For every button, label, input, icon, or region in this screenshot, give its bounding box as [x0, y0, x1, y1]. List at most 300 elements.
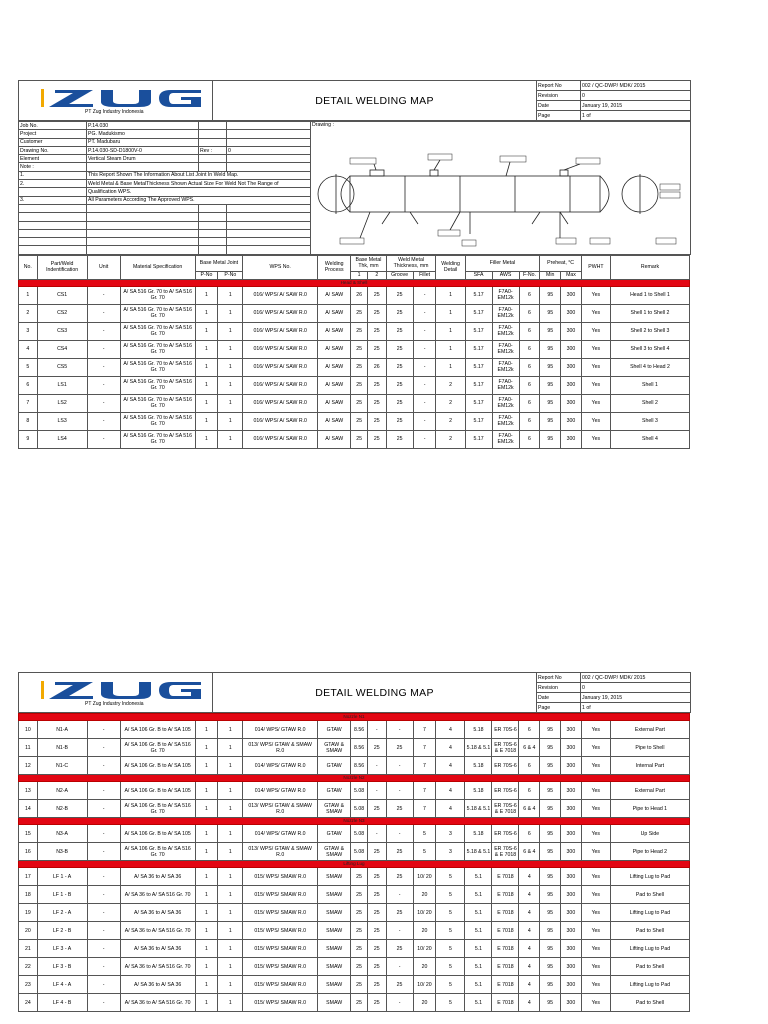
remark: Up Side [610, 825, 689, 843]
page-label: Page [537, 703, 581, 713]
f-no: 6 & 4 [519, 800, 540, 818]
col-thk-2: 2 [367, 271, 386, 279]
preheat-max: 300 [561, 886, 582, 904]
p-no-1: 1 [195, 940, 218, 958]
weld-id: N2-A [37, 782, 87, 800]
material-spec: A/ SA 516 Gr. 70 to A/ SA 516 Gr. 70 [120, 412, 195, 430]
col-min: Min [540, 271, 561, 279]
remark: Pad to Shell [610, 994, 689, 1012]
material-spec: A/ SA 36 to A/ SA 36 [120, 868, 195, 886]
row-no: 18 [19, 886, 38, 904]
material-spec: A/ SA 106 Gr. B to A/ SA 105 [120, 782, 195, 800]
base-thk-2: 25 [367, 843, 386, 861]
welding-process: A/ SAW [318, 358, 351, 376]
fillet-thk: 20 [413, 958, 436, 976]
weld-id: LF 4 - A [37, 976, 87, 994]
pwht: Yes [581, 994, 610, 1012]
wps-no: 015/ WPS/ SMAW R.0 [243, 922, 318, 940]
preheat-max: 300 [561, 394, 582, 412]
preheat-max: 300 [561, 412, 582, 430]
groove-thk: - [386, 825, 413, 843]
weld-id: LF 4 - B [37, 994, 87, 1012]
preheat-min: 95 [540, 721, 561, 739]
col-part: Part/Weld Indentification [37, 255, 87, 279]
p-no-2: 1 [218, 958, 243, 976]
base-thk-2: - [367, 782, 386, 800]
col-fno: F-No. [519, 271, 540, 279]
remark: Shell 3 to Shell 4 [610, 340, 689, 358]
table-row [19, 904, 690, 922]
remark: Pipe to Shell [610, 739, 689, 757]
unit: - [87, 886, 120, 904]
welding-detail: 1 [436, 286, 465, 304]
p-no-1: 1 [195, 340, 218, 358]
wps-no: 016/ WPS/ A/ SAW R.0 [243, 430, 318, 448]
sfa: 5.1 [465, 904, 492, 922]
sfa: 5.17 [465, 358, 492, 376]
welding-process: SMAW [318, 940, 351, 958]
wps-no: 016/ WPS/ A/ SAW R.0 [243, 340, 318, 358]
aws: ER 70S-6 [492, 782, 519, 800]
col-unit: Unit [87, 255, 120, 279]
weld-id: CS4 [37, 340, 87, 358]
col-sfa: SFA [465, 271, 492, 279]
p-no-1: 1 [195, 322, 218, 340]
wps-no: 013/ WPS/ GTAW & SMAW R.0 [243, 739, 318, 757]
groove-thk: 25 [386, 976, 413, 994]
wps-no: 015/ WPS/ SMAW R.0 [243, 994, 318, 1012]
welding-process: A/ SAW [318, 340, 351, 358]
pwht: Yes [581, 322, 610, 340]
p-no-2: 1 [218, 430, 243, 448]
p-no-1: 1 [195, 721, 218, 739]
table-row [19, 430, 690, 448]
base-thk-1: 25 [351, 958, 368, 976]
fillet-thk: - [413, 430, 436, 448]
groove-thk: 25 [386, 800, 413, 818]
row-no: 12 [19, 757, 38, 775]
p-no-1: 1 [195, 843, 218, 861]
welding-detail: 1 [436, 358, 465, 376]
date-label: Date [537, 101, 581, 111]
base-thk-1: 25 [351, 394, 368, 412]
groove-thk: 25 [386, 322, 413, 340]
head-right-outline [600, 176, 609, 212]
material-spec: A/ SA 36 to A/ SA 516 Gr. 70 [120, 922, 195, 940]
zug-logo [41, 679, 213, 701]
base-thk-2: 25 [367, 430, 386, 448]
fillet-thk: - [413, 286, 436, 304]
pwht: Yes [581, 868, 610, 886]
base-thk-2: - [367, 721, 386, 739]
sfa: 5.1 [465, 994, 492, 1012]
page-value: 1 of [581, 703, 691, 713]
wps-no: 013/ WPS/ GTAW & SMAW R.0 [243, 800, 318, 818]
fillet-thk: - [413, 304, 436, 322]
base-thk-2: 25 [367, 868, 386, 886]
welding-detail: 2 [436, 430, 465, 448]
remark: External Part [610, 782, 689, 800]
welding-process: A/ SAW [318, 412, 351, 430]
preheat-min: 95 [540, 976, 561, 994]
aws: F7A0-EM12k [492, 304, 519, 322]
preheat-max: 300 [561, 825, 582, 843]
material-spec: A/ SA 516 Gr. 70 to A/ SA 516 Gr. 70 [120, 376, 195, 394]
p-no-2: 1 [218, 843, 243, 861]
wps-no: 016/ WPS/ A/ SAW R.0 [243, 286, 318, 304]
table-row [19, 940, 690, 958]
sfa: 5.1 [465, 940, 492, 958]
fillet-thk: 10/ 20 [413, 868, 436, 886]
aws: E 7018 [492, 994, 519, 1012]
unit: - [87, 739, 120, 757]
groove-thk: - [386, 958, 413, 976]
rev-value: 0 [227, 146, 311, 154]
welding-process: GTAW [318, 825, 351, 843]
p-no-1: 1 [195, 286, 218, 304]
remark: Lifting Lug to Pad [610, 940, 689, 958]
welding-process: GTAW & SMAW [318, 843, 351, 861]
sheet2-header-table [18, 672, 691, 713]
f-no: 4 [519, 922, 540, 940]
welding-detail: 3 [436, 843, 465, 861]
unit: - [87, 340, 120, 358]
welding-process: A/ SAW [318, 322, 351, 340]
fillet-thk: - [413, 340, 436, 358]
revision-label: Revision [537, 91, 581, 101]
weld-id: CS5 [37, 358, 87, 376]
p-no-1: 1 [195, 376, 218, 394]
welding-process: A/ SAW [318, 376, 351, 394]
base-thk-1: 25 [351, 922, 368, 940]
doc-title: DETAIL WELDING MAP [213, 81, 537, 121]
remark: Pad to Shell [610, 922, 689, 940]
weld-id: N1-B [37, 739, 87, 757]
wps-no: 015/ WPS/ SMAW R.0 [243, 958, 318, 976]
welding-process: A/ SAW [318, 430, 351, 448]
preheat-max: 300 [561, 868, 582, 886]
p-no-1: 1 [195, 904, 218, 922]
p-no-2: 1 [218, 340, 243, 358]
aws: F7A0-EM12k [492, 340, 519, 358]
element-value: Vertical Steam Drum [87, 155, 199, 163]
unit: - [87, 376, 120, 394]
unit: - [87, 904, 120, 922]
note-text: Weld Metal & Base MetalThickness Shown Actual Size For Weld Not The Range of [87, 180, 311, 188]
groove-thk: 25 [386, 739, 413, 757]
table-row [19, 757, 690, 775]
p-no-2: 1 [218, 394, 243, 412]
base-thk-1: 26 [351, 286, 368, 304]
welding-process: GTAW [318, 721, 351, 739]
table-row [19, 825, 690, 843]
report-no-label: Report No [537, 81, 581, 91]
project-label: Project [19, 130, 87, 138]
groove-thk: 25 [386, 340, 413, 358]
welding-detail: 5 [436, 976, 465, 994]
row-no: 17 [19, 868, 38, 886]
table-row [19, 958, 690, 976]
welding-detail: 4 [436, 739, 465, 757]
groove-thk: 25 [386, 304, 413, 322]
row-no: 5 [19, 358, 38, 376]
base-thk-1: 25 [351, 886, 368, 904]
wps-no: 015/ WPS/ SMAW R.0 [243, 904, 318, 922]
pwht: Yes [581, 976, 610, 994]
f-no: 4 [519, 994, 540, 1012]
sfa: 5.1 [465, 886, 492, 904]
p-no-1: 1 [195, 304, 218, 322]
remark: Shell 4 [610, 430, 689, 448]
groove-thk: 25 [386, 376, 413, 394]
groove-thk: 25 [386, 904, 413, 922]
base-thk-2: 25 [367, 322, 386, 340]
welding-detail: 5 [436, 940, 465, 958]
welding-process: SMAW [318, 922, 351, 940]
job-no-label: Job No. [19, 122, 87, 130]
sfa: 5.18 [465, 757, 492, 775]
base-thk-1: 25 [351, 340, 368, 358]
aws: E 7018 [492, 958, 519, 976]
sfa: 5.18 & 5.1 [465, 800, 492, 818]
pwht: Yes [581, 757, 610, 775]
p-no-1: 1 [195, 800, 218, 818]
base-thk-1: 8.56 [351, 757, 368, 775]
row-no: 16 [19, 843, 38, 861]
row-no: 22 [19, 958, 38, 976]
fillet-thk: 7 [413, 782, 436, 800]
revision-value: 0 [581, 683, 691, 693]
p-no-2: 1 [218, 940, 243, 958]
col-no: No. [19, 255, 38, 279]
row-no: 3 [19, 322, 38, 340]
drawing-no-label: Drawing No. [19, 146, 87, 154]
remark: Shell 1 to Shell 2 [610, 304, 689, 322]
job-no-value: P.14.030 [87, 122, 199, 130]
welding-detail: 4 [436, 757, 465, 775]
row-no: 11 [19, 739, 38, 757]
wps-no: 016/ WPS/ A/ SAW R.0 [243, 376, 318, 394]
base-thk-1: 8.56 [351, 721, 368, 739]
sfa: 5.1 [465, 922, 492, 940]
row-no: 15 [19, 825, 38, 843]
remark: Pad to Shell [610, 958, 689, 976]
preheat-max: 300 [561, 322, 582, 340]
note-no: 1. [19, 171, 87, 179]
weld-id: LF 2 - A [37, 904, 87, 922]
section-band [19, 861, 690, 868]
material-spec: A/ SA 36 to A/ SA 36 [120, 940, 195, 958]
steam-drum-drawing [310, 144, 690, 254]
weld-id: LF 3 - B [37, 958, 87, 976]
col-preheat: Preheat, °C [540, 255, 582, 271]
aws: ER 70S-6 [492, 825, 519, 843]
section-band [19, 279, 690, 286]
wps-no: 015/ WPS/ SMAW R.0 [243, 976, 318, 994]
base-thk-2: - [367, 757, 386, 775]
aws: E 7018 [492, 976, 519, 994]
weld-table-1 [18, 255, 690, 449]
preheat-max: 300 [561, 843, 582, 861]
p-no-2: 1 [218, 721, 243, 739]
base-thk-1: 25 [351, 358, 368, 376]
welding-detail: 5 [436, 868, 465, 886]
table-row [19, 800, 690, 818]
fillet-thk: 5 [413, 843, 436, 861]
aws: E 7018 [492, 904, 519, 922]
p-no-1: 1 [195, 430, 218, 448]
material-spec: A/ SA 36 to A/ SA 36 [120, 976, 195, 994]
sfa: 5.18 [465, 825, 492, 843]
col-detail: Welding Detail [436, 255, 465, 279]
base-thk-1: 25 [351, 376, 368, 394]
f-no: 6 [519, 358, 540, 376]
p-no-2: 1 [218, 825, 243, 843]
f-no: 6 [519, 721, 540, 739]
weld-id: N1-C [37, 757, 87, 775]
f-no: 4 [519, 886, 540, 904]
groove-thk: - [386, 994, 413, 1012]
preheat-max: 300 [561, 782, 582, 800]
note-text: This Report Shown The Information About List Joint In Weld Map. [87, 171, 311, 179]
logo-block [19, 673, 213, 713]
unit: - [87, 782, 120, 800]
remark: Lifting Lug to Pad [610, 904, 689, 922]
base-thk-1: 8.56 [351, 739, 368, 757]
p-no-1: 1 [195, 358, 218, 376]
col-material: Material Specification [120, 255, 195, 279]
table-row [19, 976, 690, 994]
section-title: Lifting Lug [19, 861, 690, 868]
weld-id: LF 2 - B [37, 922, 87, 940]
preheat-max: 300 [561, 430, 582, 448]
base-thk-2: 25 [367, 922, 386, 940]
welding-detail: 5 [436, 886, 465, 904]
welding-process: SMAW [318, 976, 351, 994]
p-no-2: 1 [218, 800, 243, 818]
preheat-max: 300 [561, 340, 582, 358]
sfa: 5.17 [465, 286, 492, 304]
wps-no: 016/ WPS/ A/ SAW R.0 [243, 358, 318, 376]
welding-detail: 5 [436, 904, 465, 922]
material-spec: A/ SA 106 Gr. B to A/ SA 516 Gr. 70 [120, 843, 195, 861]
base-thk-2: 25 [367, 904, 386, 922]
aws: E 7018 [492, 940, 519, 958]
groove-thk: - [386, 757, 413, 775]
material-spec: A/ SA 36 to A/ SA 516 Gr. 70 [120, 994, 195, 1012]
col-groove: Groove [386, 271, 413, 279]
weld-id: CS3 [37, 322, 87, 340]
wps-no: 015/ WPS/ SMAW R.0 [243, 886, 318, 904]
p-no-1: 1 [195, 394, 218, 412]
welding-detail: 5 [436, 994, 465, 1012]
unit: - [87, 757, 120, 775]
welding-process: SMAW [318, 904, 351, 922]
drum-shell-outline [350, 176, 600, 212]
p-no-2: 1 [218, 757, 243, 775]
fillet-thk: 7 [413, 800, 436, 818]
p-no-2: 1 [218, 376, 243, 394]
unit: - [87, 412, 120, 430]
preheat-min: 95 [540, 286, 561, 304]
row-no: 7 [19, 394, 38, 412]
groove-thk: - [386, 886, 413, 904]
unit: - [87, 958, 120, 976]
base-thk-1: 25 [351, 322, 368, 340]
preheat-min: 95 [540, 757, 561, 775]
row-no: 24 [19, 994, 38, 1012]
wps-no: 016/ WPS/ A/ SAW R.0 [243, 322, 318, 340]
weld-id: N3-A [37, 825, 87, 843]
preheat-min: 95 [540, 843, 561, 861]
material-spec: A/ SA 516 Gr. 70 to A/ SA 516 Gr. 70 [120, 394, 195, 412]
row-no: 10 [19, 721, 38, 739]
row-no: 20 [19, 922, 38, 940]
base-thk-2: 25 [367, 958, 386, 976]
wps-no: 014/ WPS/ GTAW R.0 [243, 782, 318, 800]
remark: Pipe to Head 2 [610, 843, 689, 861]
fillet-thk: 7 [413, 721, 436, 739]
preheat-min: 95 [540, 412, 561, 430]
welding-process: SMAW [318, 958, 351, 976]
preheat-max: 300 [561, 994, 582, 1012]
welding-detail: 4 [436, 782, 465, 800]
zug-logo [41, 87, 213, 109]
wps-no: 013/ WPS/ GTAW & SMAW R.0 [243, 843, 318, 861]
base-thk-1: 25 [351, 976, 368, 994]
col-aws: AWS [492, 271, 519, 279]
base-thk-1: 25 [351, 940, 368, 958]
table-row [19, 994, 690, 1012]
welding-process: A/ SAW [318, 286, 351, 304]
remark: Pipe to Head 1 [610, 800, 689, 818]
groove-thk: - [386, 782, 413, 800]
row-no: 23 [19, 976, 38, 994]
welding-process: A/ SAW [318, 304, 351, 322]
aws: ER 70S-6 & E 7018 [492, 800, 519, 818]
wps-no: 015/ WPS/ SMAW R.0 [243, 868, 318, 886]
base-thk-2: 25 [367, 304, 386, 322]
unit: - [87, 976, 120, 994]
fillet-thk: - [413, 376, 436, 394]
sfa: 5.17 [465, 430, 492, 448]
unit: - [87, 994, 120, 1012]
wps-no: 016/ WPS/ A/ SAW R.0 [243, 394, 318, 412]
weld-id: LF 3 - A [37, 940, 87, 958]
preheat-max: 300 [561, 358, 582, 376]
fillet-thk: 7 [413, 739, 436, 757]
table-row [19, 886, 690, 904]
base-thk-1: 25 [351, 412, 368, 430]
preheat-min: 95 [540, 782, 561, 800]
aws: F7A0-EM12k [492, 322, 519, 340]
aws: F7A0-EM12k [492, 430, 519, 448]
preheat-max: 300 [561, 940, 582, 958]
aws: ER 70S-6 & E 7018 [492, 739, 519, 757]
p-no-2: 1 [218, 994, 243, 1012]
weld-id: LF 1 - A [37, 868, 87, 886]
revision-value: 0 [581, 91, 691, 101]
section-band [19, 775, 690, 782]
preheat-min: 95 [540, 800, 561, 818]
p-no-1: 1 [195, 757, 218, 775]
note-no: 2. [19, 180, 87, 188]
sfa: 5.17 [465, 412, 492, 430]
weld-id: LS3 [37, 412, 87, 430]
f-no: 4 [519, 940, 540, 958]
row-no: 8 [19, 412, 38, 430]
col-base-joint: Base Metal Joint [195, 255, 243, 271]
